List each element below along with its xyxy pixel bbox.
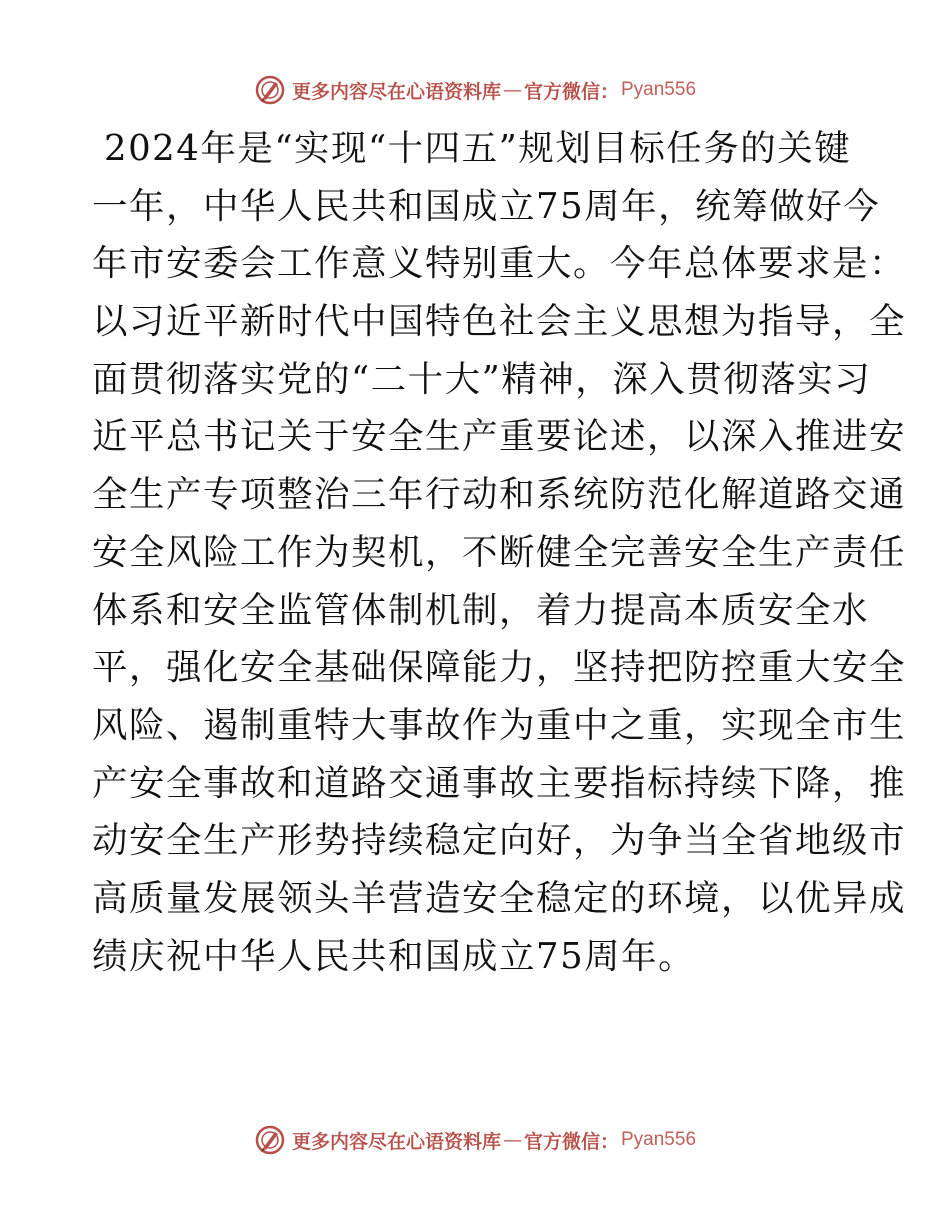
pen-logo-icon xyxy=(254,1124,286,1156)
document-body xyxy=(92,120,907,985)
paragraph-line: 全生产专项整治三年行动和系统防范化解道路交通 xyxy=(92,474,907,516)
header-wechat-label: 官方微信： xyxy=(523,80,619,103)
header-banner-separator: — xyxy=(502,79,522,101)
footer-wechat-handle: Pyan556 xyxy=(621,1129,697,1150)
footer-wechat-label: 官方微信： xyxy=(523,1130,619,1153)
header-watermark-banner xyxy=(0,70,950,110)
paragraph-line: 高质量发展领头羊营造安全稳定的环境，以优异成 xyxy=(92,877,907,919)
paragraph-line: 绩庆祝中华人民共和国成立75周年。 xyxy=(92,935,696,977)
paragraph-line: 风险、遏制重特大事故作为重中之重，实现全市生 xyxy=(92,704,907,746)
paragraph-line: 一年，中华人民共和国成立75周年，统筹做好今 xyxy=(92,185,881,227)
header-banner-title: 更多内容尽在心语资料库 xyxy=(291,80,501,103)
footer-banner-title: 更多内容尽在心语资料库 xyxy=(291,1130,501,1153)
header-wechat-handle: Pyan556 xyxy=(621,79,697,100)
paragraph-line: 平，强化安全基础保障能力，坚持把防控重大安全 xyxy=(92,647,907,689)
footer-watermark-banner xyxy=(0,1120,950,1160)
footer-banner-separator: — xyxy=(502,1129,522,1151)
paragraph-line: 2024年是“实现“十四五”规划目标任务的关键 xyxy=(104,128,852,169)
paragraph-line: 产安全事故和道路交通事故主要指标持续下降，推 xyxy=(92,762,907,804)
header-banner-text xyxy=(292,77,696,104)
footer-banner-text xyxy=(292,1127,696,1154)
paragraph-line: 安全风险工作为契机，不断健全完善安全生产责任 xyxy=(92,531,907,573)
paragraph-line: 面贯彻落实党的“二十大”精神，深入贯彻落实习 xyxy=(92,358,872,400)
paragraph-line: 体系和安全监管体制机制，着力提高本质安全水 xyxy=(92,589,870,631)
paragraph-line: 年市安委会工作意义特别重大。今年总体要求是： xyxy=(92,243,907,285)
paragraph-line: 近平总书记关于安全生产重要论述，以深入推进安 xyxy=(92,416,907,458)
paragraph-line: 动安全生产形势持续稳定向好，为争当全省地级市 xyxy=(92,820,907,862)
pen-logo-icon xyxy=(254,74,286,106)
paragraph-line: 以习近平新时代中国特色社会主义思想为指导，全 xyxy=(92,301,907,343)
